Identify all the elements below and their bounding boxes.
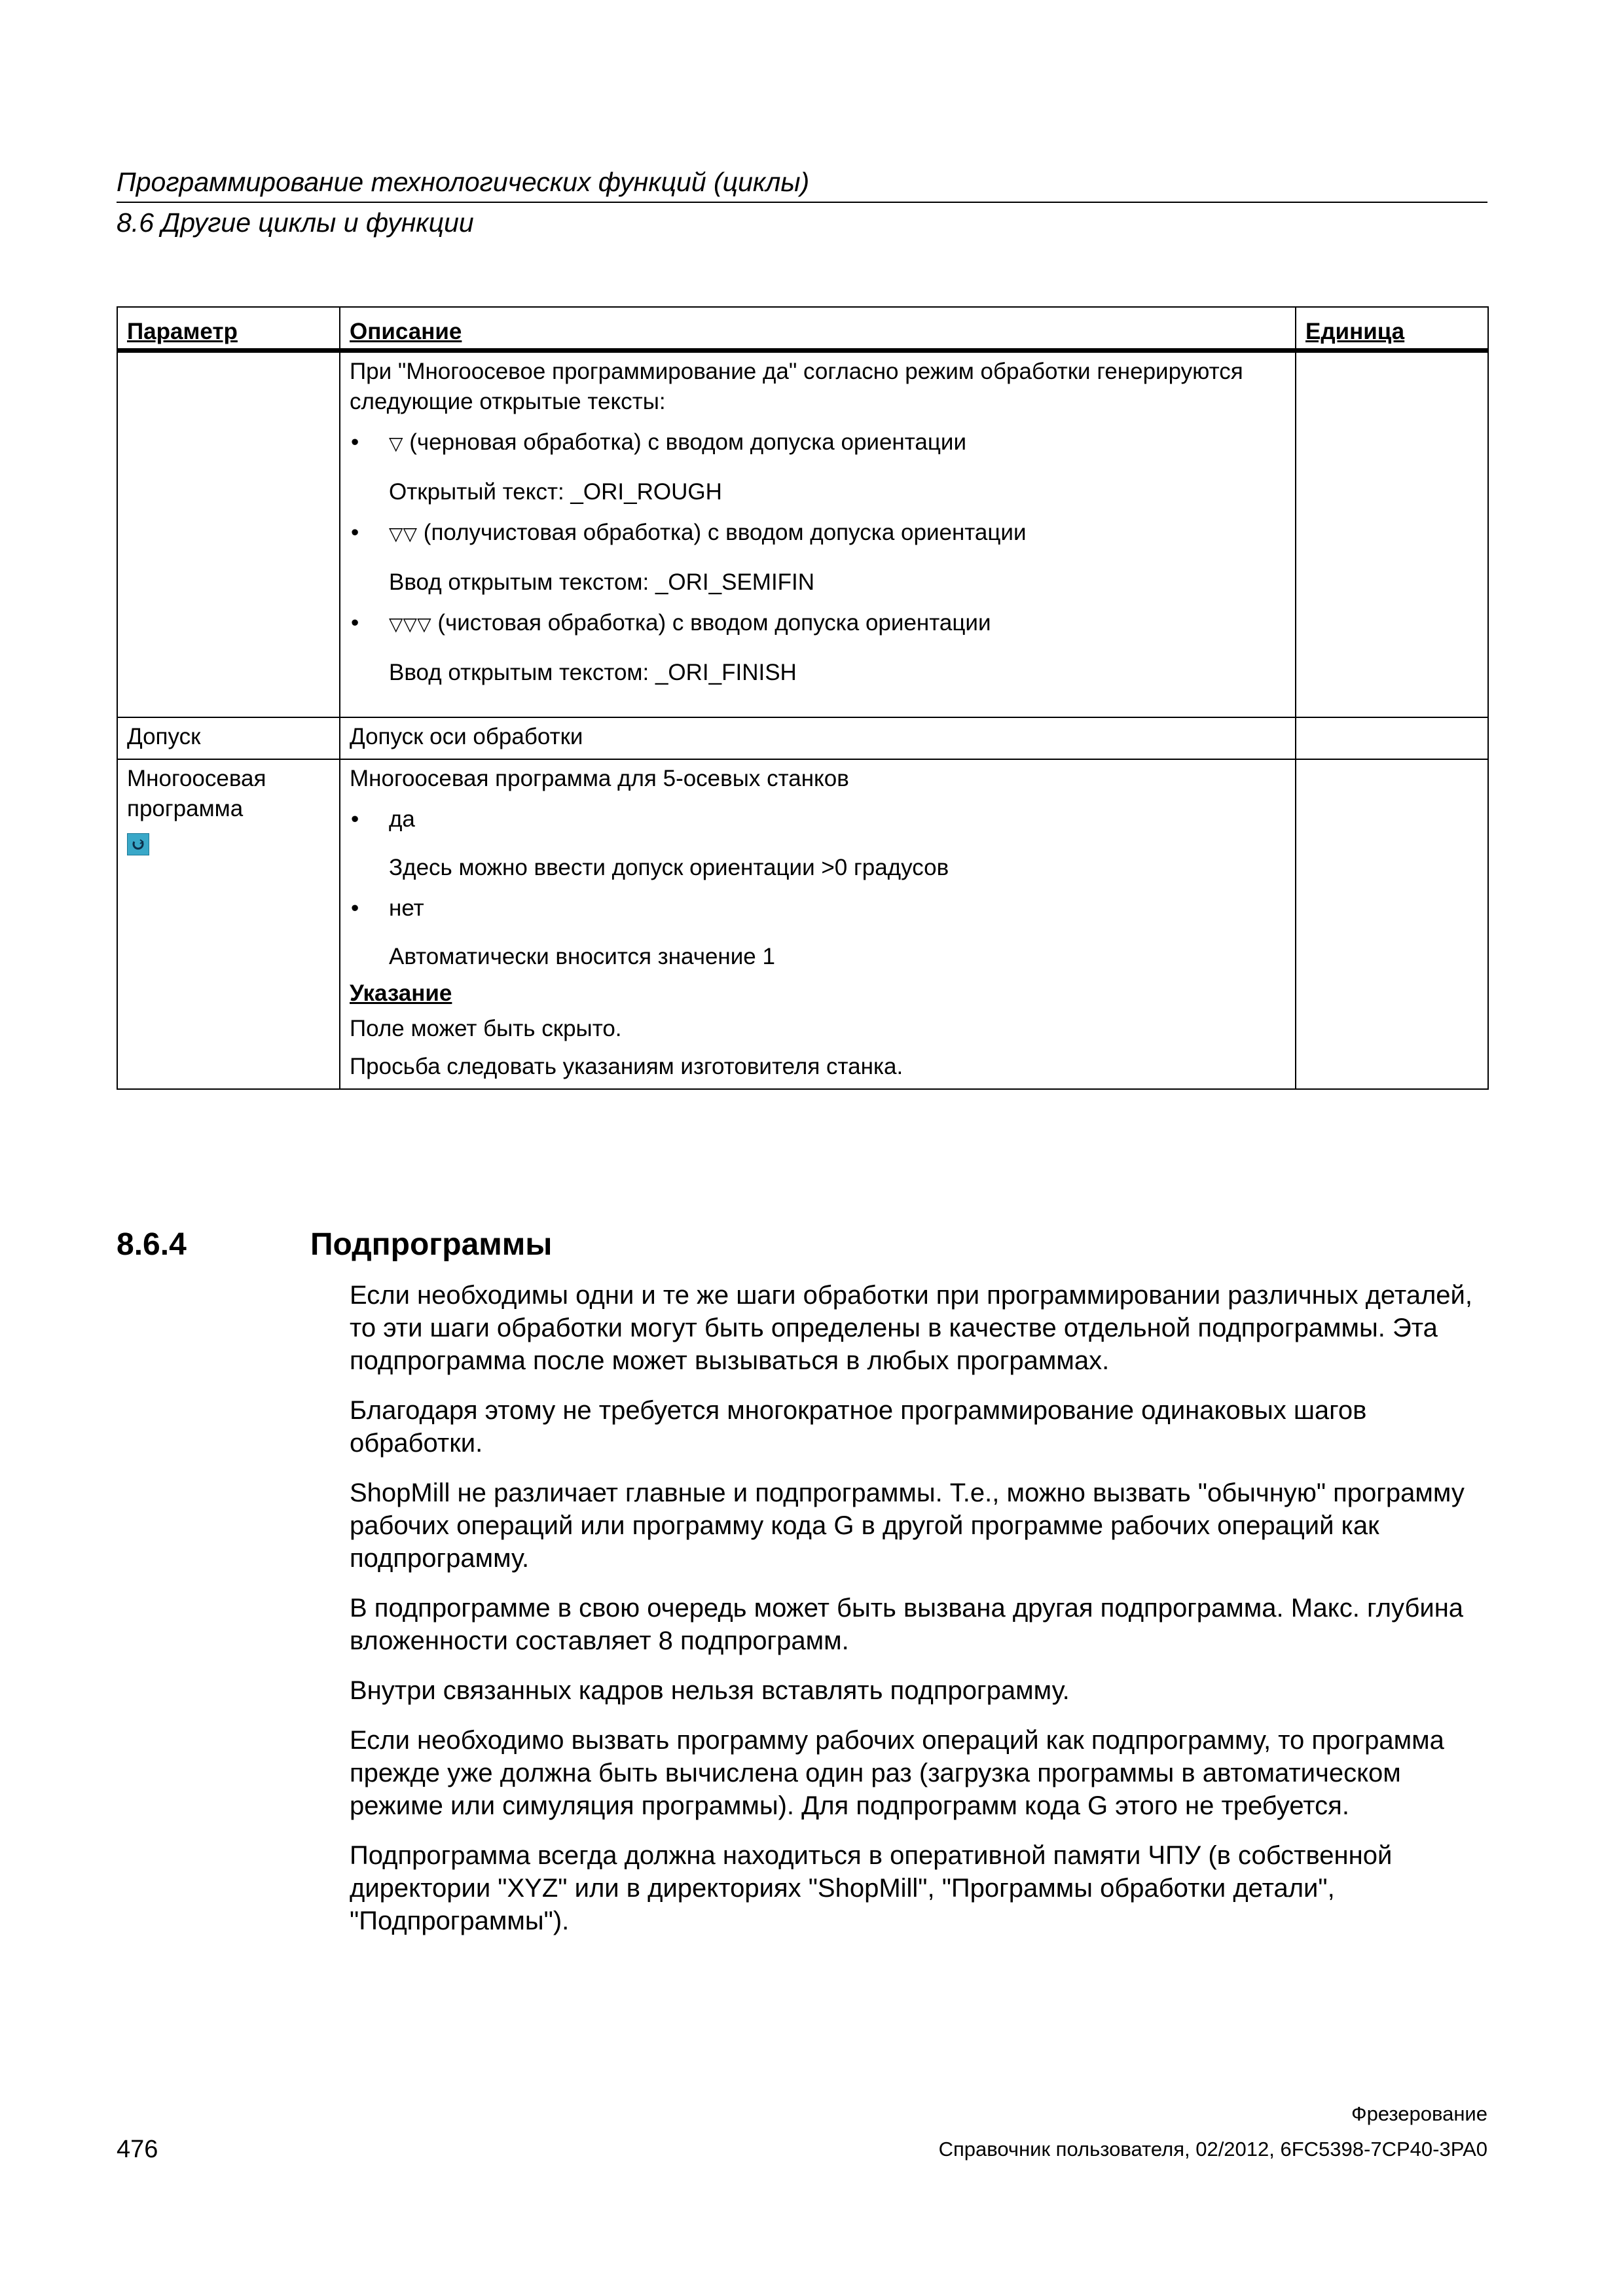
rough-symbol: ▽	[389, 433, 403, 454]
paragraph: Внутри связанных кадров нельзя вставлять подпрограмму.	[350, 1676, 1070, 1705]
list-item	[350, 804, 1286, 834]
paragraph: Благодаря этому не требуется многократное программирование одинаковых шагов обработки.	[350, 1396, 1367, 1458]
cell-unit	[1296, 717, 1488, 759]
cell-parameter	[117, 351, 340, 718]
list-item-text: нет	[389, 895, 424, 921]
list-item	[350, 608, 1286, 639]
list-item-text: да	[389, 806, 415, 832]
column-header-description: Описание	[340, 307, 1296, 351]
param-name: Многоосевая программа	[127, 766, 266, 821]
cell-unit	[1296, 351, 1488, 718]
list-item-text: (получистовая обработка) с вводом допуска ориентации	[417, 520, 1027, 545]
table-row	[117, 351, 1488, 718]
note-heading: Указание	[350, 980, 452, 1006]
note-line: Просьба следовать указаниям изготовителя станка.	[350, 1054, 903, 1079]
note-line: Поле может быть скрыто.	[350, 1016, 622, 1041]
cell-parameter	[117, 759, 340, 1089]
list-item-sub: Ввод открытым текстом: _ORI_FINISH	[389, 660, 797, 685]
list-item	[350, 427, 1286, 459]
column-header-parameter: Параметр	[117, 307, 340, 351]
list-item	[350, 518, 1286, 549]
list-item-text: (черновая обработка) с вводом допуска ориентации	[403, 429, 967, 455]
toggle-icon	[127, 833, 149, 855]
column-header-unit: Единица	[1296, 307, 1488, 351]
section-number: 8.6.4	[117, 1227, 187, 1262]
page-number: 476	[117, 2136, 158, 2163]
list-item-sub: Автоматически вносится значение 1	[389, 944, 775, 969]
row3-desc: Многоосевая программа для 5-осевых станков	[350, 766, 849, 791]
cell-parameter: Допуск	[117, 717, 340, 759]
table-header-row	[117, 307, 1488, 351]
table-row	[117, 717, 1488, 759]
cell-unit	[1296, 759, 1488, 1089]
paragraph: ShopMill не различает главные и подпрограммы. Т.е., можно вызвать "обычную" программу рабочих операций или программу кода G в другой программе рабочих операций как подпрограмму.	[350, 1479, 1465, 1573]
list-item-sub: Здесь можно ввести допуск ориентации >0 градусов	[389, 855, 949, 880]
paragraph: Если необходимы одни и те же шаги обработки при программировании различных деталей, то эти шаги обработки могут быть определены в качестве отдельной подпрограммы. Эта подпрограмма после может вызываться в любых программах.	[350, 1281, 1472, 1375]
paragraph: В подпрограмме в свою очередь может быть вызвана другая подпрограмма. Макс. глубина вложенности составляет 8 подпрограмм.	[350, 1594, 1464, 1655]
parameter-table	[117, 306, 1489, 1090]
section-body	[350, 1279, 1489, 1954]
list-item-sub: Открытый текст: _ORI_ROUGH	[389, 479, 722, 505]
paragraph: Подпрограмма всегда должна находиться в оперативной памяти ЧПУ (в собственной директории "XYZ" или в директориях "ShopMill", "Программы обработки детали", "Подпрограммы").	[350, 1841, 1393, 1935]
section-title: Подпрограммы	[310, 1227, 553, 1262]
header-rule	[117, 202, 1487, 203]
list-item-sub: Ввод открытым текстом: _ORI_SEMIFIN	[389, 569, 815, 595]
footer-product: Фрезерование	[1351, 2102, 1487, 2125]
finish-symbol: ▽▽▽	[389, 613, 431, 635]
cell-description: Допуск оси обработки	[340, 717, 1296, 759]
table-row	[117, 759, 1488, 1089]
running-header-chapter: Программирование технологических функций (циклы)	[117, 167, 810, 197]
paragraph: Если необходимо вызвать программу рабочих операций как подпрограмму, то программа прежде уже должна быть вычислена один раз (загрузка программы в автоматическом режиме или симуляция программы). Для подпрограмм кода G этого не требуется.	[350, 1726, 1444, 1820]
semifinish-symbol: ▽▽	[389, 523, 418, 545]
row1-intro: При "Многоосевое программирование да" согласно режим обработки генерируются следующие открытые тексты:	[350, 359, 1243, 414]
footer-manual: Справочник пользователя, 02/2012, 6FC5398-7CP40-3PA0	[938, 2138, 1487, 2161]
cell-description	[340, 351, 1296, 718]
cell-description	[340, 759, 1296, 1089]
list-item	[350, 893, 1286, 924]
list-item-text: (чистовая обработка) с вводом допуска ориентации	[431, 610, 991, 636]
running-header-section: 8.6 Другие циклы и функции	[117, 207, 474, 238]
